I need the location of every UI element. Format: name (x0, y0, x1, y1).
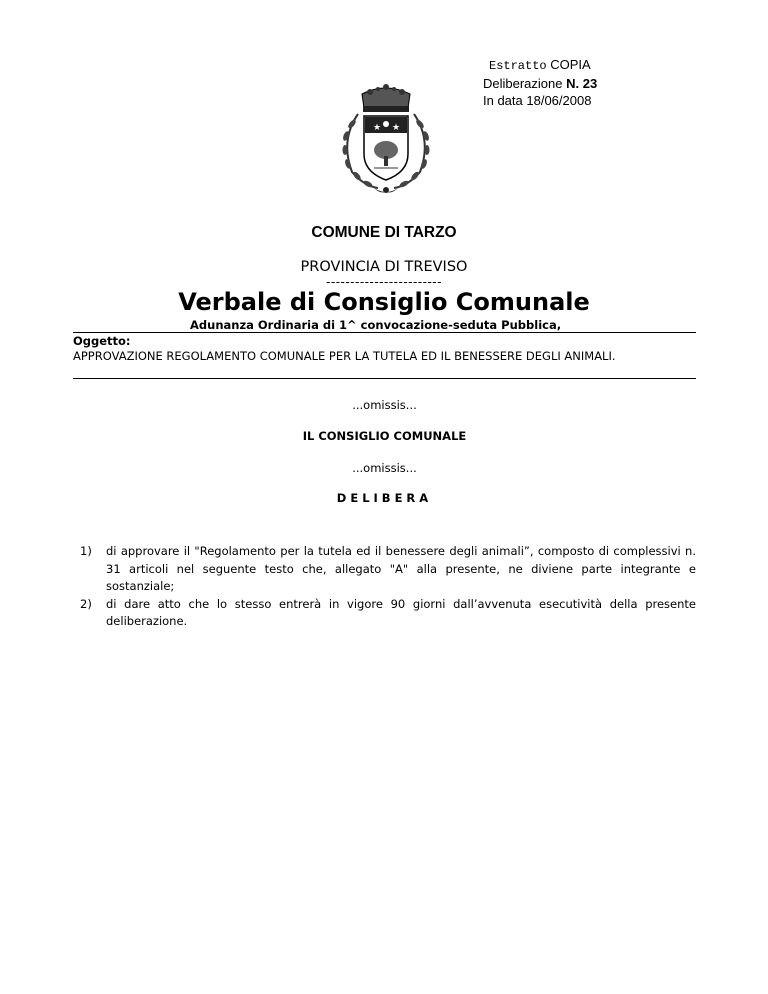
adunanza-subtitle: Adunanza Ordinaria di 1^ convocazione-seduta Pubblica, (190, 318, 562, 332)
divider-bottom (73, 378, 696, 379)
svg-text:★: ★ (392, 123, 401, 133)
estratto-label: Estratto (489, 59, 547, 73)
list-item-number: 1) (80, 544, 92, 558)
oggetto-label: Oggetto: (73, 334, 131, 348)
oggetto-text: APPROVAZIONE REGOLAMENTO COMUNALE PER LA TUTELA ED IL BENESSERE DEGLI ANIMALI. (73, 349, 616, 363)
coat-of-arms-icon (330, 80, 442, 198)
provincia-name: PROVINCIA DI TREVISO (300, 259, 468, 275)
organo-heading: IL CONSIGLIO COMUNALE (302, 429, 467, 443)
deliberazione-label: Deliberazione (483, 76, 563, 91)
deliberazione-line (483, 75, 663, 92)
deliberation-list (80, 543, 696, 631)
list-item-text: di dare atto che lo stesso entrerà in vigore 90 giorni dall’avvenuta esecutività della presente deliberazione. (106, 596, 696, 628)
list-item (80, 596, 696, 631)
delibera-heading: DELIBERA (336, 491, 433, 505)
omissis-second: ...omissis... (352, 461, 417, 475)
list-item (80, 543, 696, 596)
omissis-first: ...omissis... (352, 398, 417, 412)
copia-label: COPIA (550, 57, 591, 72)
document-header (483, 56, 663, 109)
deliberazione-date: In data 18/06/2008 (483, 93, 592, 108)
estratto-copia-line (483, 56, 663, 75)
deliberazione-number: N. 23 (566, 76, 598, 91)
document-title: Verbale di Consiglio Comunale (178, 288, 590, 316)
list-item-text: di approvare il "Regolamento per la tutela ed il benessere degli animali”, composto di complessivi n. 31 articoli nel seguente testo che, allegato "A" alla presente, ne diviene parte integrante e sostanziale; (106, 544, 696, 593)
list-item-number: 2) (80, 596, 92, 611)
comune-name: COMUNE DI TARZO (311, 224, 457, 241)
svg-text:★: ★ (373, 123, 382, 133)
divider-top (73, 332, 696, 333)
separator-dashes: ------------------------ (326, 275, 442, 289)
